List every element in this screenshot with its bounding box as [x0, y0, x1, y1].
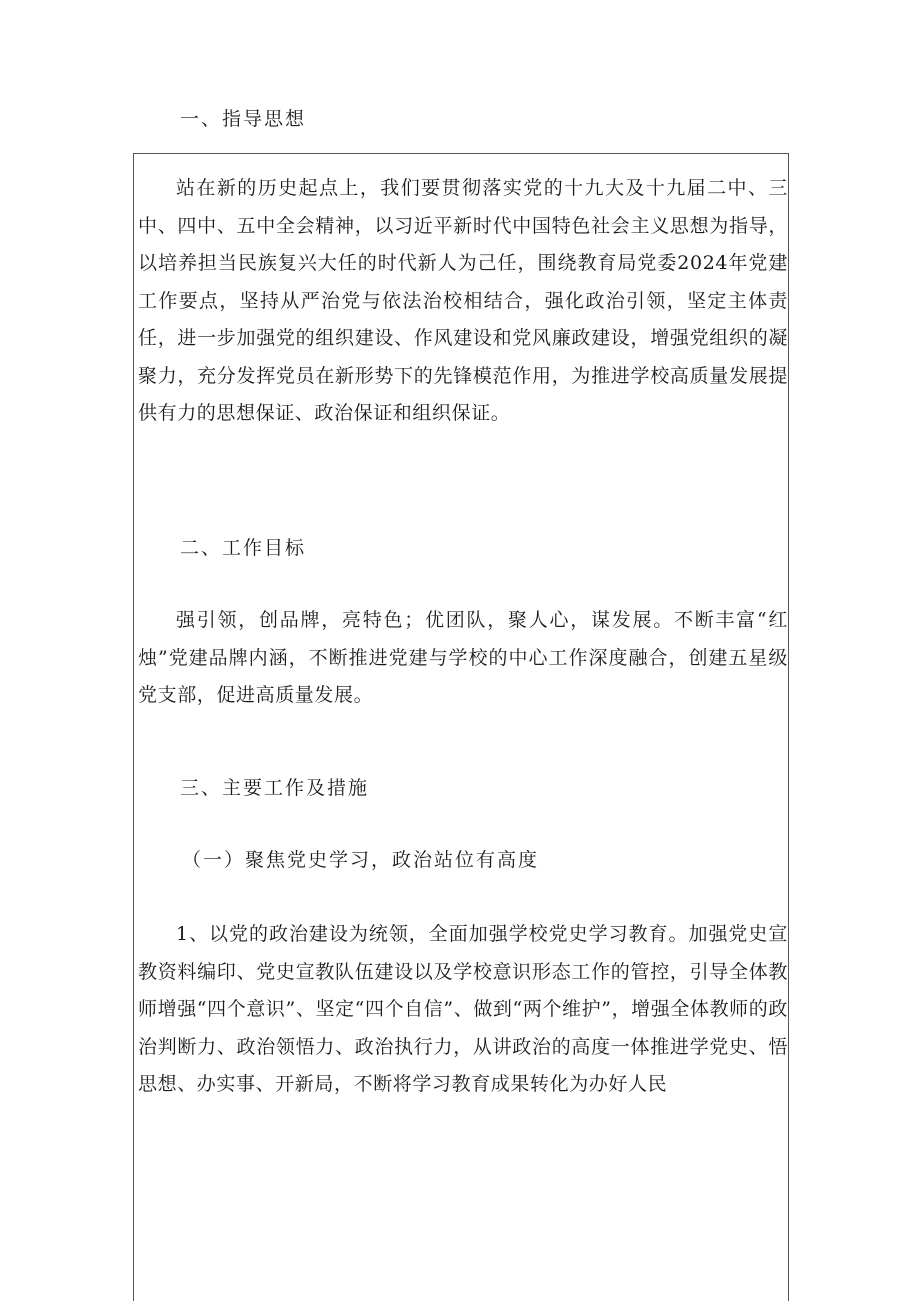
section-3-heading: 三、主要工作及措施 — [180, 777, 370, 799]
subsection-1-heading: （一）聚焦党史学习，政治站位有高度 — [182, 849, 540, 871]
guiding-ideology-paragraph: 站在新的历史起点上，我们要贯彻落实党的十九大及十九届二中、三中、四中、五中全会精神，以习近平新时代中国特色社会主义思想为指导，以培养担当民族复兴大任的时代新人为己任，围绕教育局党委2024年党建工作要点，坚持从严治党与依法治校相结合，强化政治引领，坚定主体责任，进一步加强党的组织建设、作风建设和党风廉政建设，增强党组织的凝聚力，充分发挥党员在新形势下的先锋模范作用，为推进学校高质量发展提供有力的思想保证、政治保证和组织保证。 — [138, 177, 788, 424]
section-1-heading: 一、指导思想 — [180, 108, 307, 130]
section-2-heading: 二、工作目标 — [180, 537, 307, 559]
work-goals-paragraph: 强引领，创品牌，亮特色；优团队，聚人心，谋发展。不断丰富“红烛”党建品牌内涵，不断推进党建与学校的中心工作深度融合，创建五星级党支部，促进高质量发展。 — [138, 609, 788, 706]
subsection-1-item-1-paragraph: 1、以党的政治建设为统领，全面加强学校党史学习教育。加强党史宣教资料编印、党史宣教队伍建设以及学校意识形态工作的管控，引导全体教师增强“四个意识”、坚定“四个自信”、做到“两个维护”，增强全体教师的政治判断力、政治领悟力、政治执行力，从讲政治的高度一体推进学党史、悟思想、办实事、开新局，不断将学习教育成果转化为办好人民 — [138, 923, 788, 1095]
